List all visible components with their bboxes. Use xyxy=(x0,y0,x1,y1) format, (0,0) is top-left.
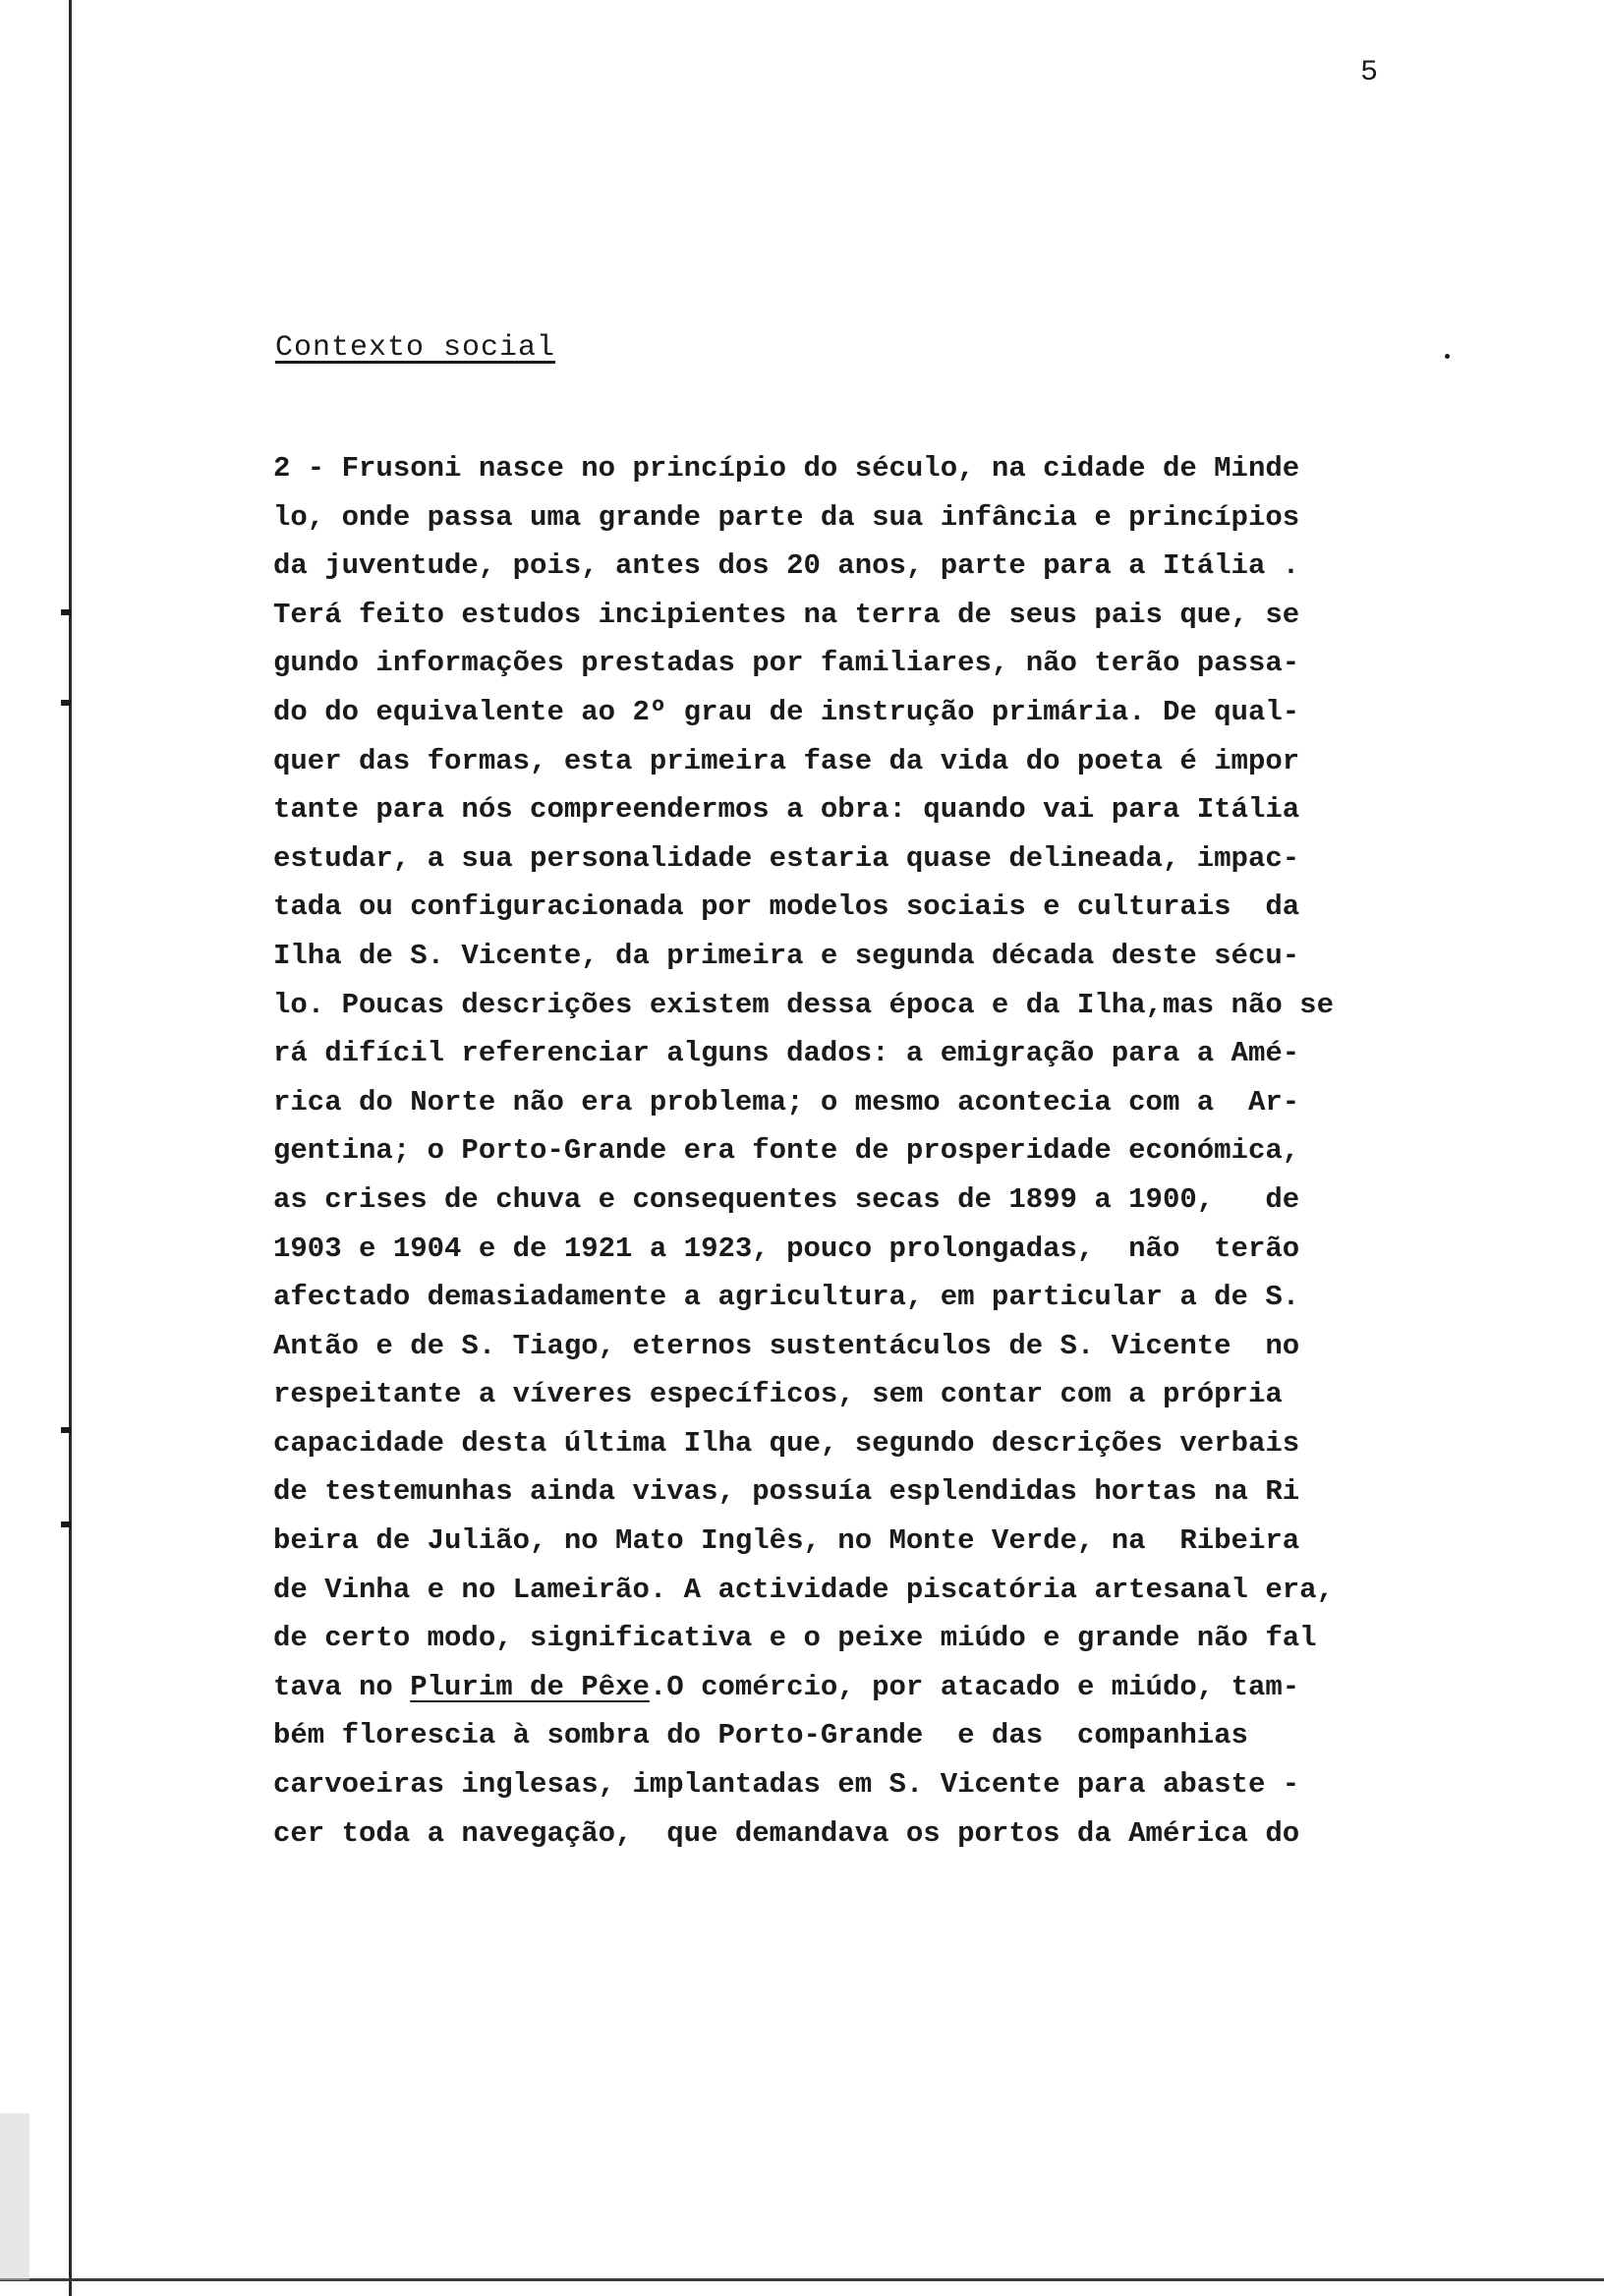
text-line: do do equivalente ao 2º grau de instrução primária. De qual- xyxy=(273,695,1300,728)
underlined-term: Plurim de Pêxe xyxy=(410,1670,650,1703)
text-segment: .O comércio, por atacado e miúdo, tam- xyxy=(649,1670,1300,1703)
text-line: Terá feito estudos incipientes na terra de seus pais que, se xyxy=(273,598,1300,631)
text-line: as crises de chuva e consequentes secas de 1899 a 1900, de xyxy=(273,1182,1300,1216)
text-line: lo. Poucas descrições existem dessa época e da Ilha,mas não se xyxy=(273,988,1334,1021)
body-paragraph xyxy=(273,444,1453,1858)
bottom-edge-line xyxy=(0,2278,1604,2281)
text-line: estudar, a sua personalidade estaria quase delineada, impac- xyxy=(273,841,1300,875)
margin-tick-mark xyxy=(61,700,71,706)
text-segment: tava no xyxy=(273,1670,411,1703)
text-line: capacidade desta última Ilha que, segundo descrições verbais xyxy=(273,1426,1300,1460)
text-line: beira de Julião, no Mato Inglês, no Monte Verde, na Ribeira xyxy=(273,1524,1300,1558)
text-line: bém florescia à sombra do Porto-Grande e das companhias xyxy=(273,1719,1248,1752)
left-margin-line xyxy=(69,0,72,2296)
text-line: de certo modo, significativa e o peixe miúdo e grande não fal xyxy=(273,1622,1317,1655)
stray-dot xyxy=(1445,354,1450,359)
text-line: 1903 e 1904 e de 1921 a 1923, pouco prolongadas, não terão xyxy=(273,1232,1300,1265)
text-line: gundo informações prestadas por familiares, não terão passa- xyxy=(273,647,1300,680)
text-line: tante para nós compreendermos a obra: quando vai para Itália xyxy=(273,793,1300,827)
text-line: rá difícil referenciar alguns dados: a emigração para a Amé- xyxy=(273,1037,1300,1070)
text-line: da juventude, pois, antes dos 20 anos, parte para a Itália . xyxy=(273,549,1300,583)
scan-noise xyxy=(0,2113,29,2280)
text-line: 2 - Frusoni nasce no princípio do século, na cidade de Minde xyxy=(273,452,1300,485)
text-line: lo, onde passa uma grande parte da sua infância e princípios xyxy=(273,500,1300,534)
margin-tick-mark xyxy=(61,609,71,615)
page-number: 5 xyxy=(1360,56,1379,89)
text-line: rica do Norte não era problema; o mesmo acontecia com a Ar- xyxy=(273,1085,1300,1119)
text-line: afectado demasiadamente a agricultura, em particular a de S. xyxy=(273,1281,1300,1314)
text-line: gentina; o Porto-Grande era fonte de prosperidade económica, xyxy=(273,1134,1300,1168)
text-line: respeitante a víveres específicos, sem contar com a própria xyxy=(273,1378,1283,1411)
text-line: carvoeiras inglesas, implantadas em S. Vicente para abaste - xyxy=(273,1768,1300,1802)
text-line: Ilha de S. Vicente, da primeira e segunda década deste sécu- xyxy=(273,939,1300,972)
text-line: cer toda a navegação, que demandava os portos da América do xyxy=(273,1816,1300,1850)
text-line: de Vinha e no Lameirão. A actividade piscatória artesanal era, xyxy=(273,1573,1334,1606)
margin-tick-mark xyxy=(61,1521,71,1527)
text-line: de testemunhas ainda vivas, possuía esplendidas hortas na Ri xyxy=(273,1475,1300,1509)
text-line xyxy=(273,1663,1453,1712)
text-line: quer das formas, esta primeira fase da vida do poeta é impor xyxy=(273,744,1300,777)
margin-tick-mark xyxy=(61,1427,71,1433)
text-line: Antão e de S. Tiago, eternos sustentáculos de S. Vicente no xyxy=(273,1329,1300,1362)
text-line: tada ou configuracionada por modelos sociais e culturais da xyxy=(273,890,1300,924)
section-heading: Contexto social xyxy=(275,331,556,365)
